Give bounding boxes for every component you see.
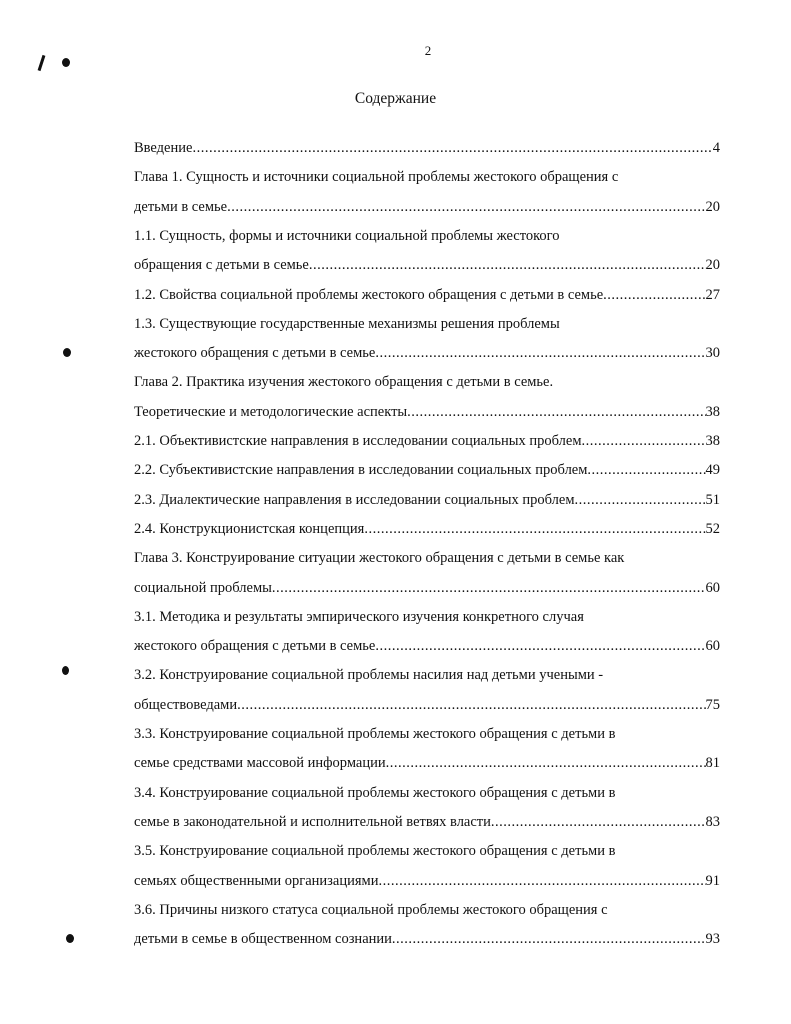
toc-page-number: 52 <box>705 520 720 537</box>
toc-page-number: 51 <box>705 491 720 508</box>
toc-leader-dots <box>375 635 705 657</box>
toc-leader-dots <box>364 518 705 540</box>
toc-line <box>134 547 720 569</box>
toc-entry-text: 2.1. Объективистские направления в исследовании социальных проблем <box>134 433 582 449</box>
toc-line <box>134 225 720 247</box>
toc-leader-dots <box>386 752 706 774</box>
toc-line <box>134 254 720 276</box>
toc-leader-dots <box>375 342 705 364</box>
toc-line <box>134 811 720 833</box>
margin-slash-mark <box>38 55 46 71</box>
toc-leader-dots <box>227 196 705 218</box>
toc-page-number: 30 <box>705 345 720 362</box>
toc-page-number: 83 <box>705 813 720 830</box>
toc-line <box>134 459 720 481</box>
toc-line <box>134 606 720 628</box>
toc-line <box>134 401 720 423</box>
toc-entry-text: 3.1. Методика и результаты эмпирического изучения конкретного случая <box>134 608 584 625</box>
toc-line <box>134 166 720 188</box>
toc-line <box>134 899 720 921</box>
toc-line <box>134 752 720 774</box>
toc-line <box>134 430 720 452</box>
toc-entry-text: 3.5. Конструирование социальной проблемы жестокого обращения с детьми в <box>134 843 616 860</box>
margin-ink-dot <box>62 666 69 675</box>
toc-page-number: 20 <box>705 198 720 215</box>
toc-page-number: 38 <box>705 403 720 420</box>
toc-entry-text: семьях общественными организациями <box>134 872 379 889</box>
toc-entry-text: 3.3. Конструирование социальной проблемы жестокого обращения с детьми в <box>134 726 616 742</box>
toc-entry-text: семье в законодательной и исполнительной ветвях власти <box>134 813 491 830</box>
toc-entry-text: семье средствами массовой информации <box>134 755 386 772</box>
toc-leader-dots <box>309 254 706 276</box>
toc-line <box>134 694 720 716</box>
toc-entry-text: детьми в семье <box>134 198 228 215</box>
toc-line <box>134 870 720 892</box>
toc-page-number: 20 <box>705 257 720 274</box>
toc-line <box>134 928 720 950</box>
toc-line <box>134 518 720 540</box>
toc-line <box>134 840 720 862</box>
toc-entry-text: жестокого обращения с детьми в семье <box>134 638 376 655</box>
toc-entry-text: обращения с детьми в семье <box>134 257 309 274</box>
toc-page-number: 60 <box>705 579 720 596</box>
toc-page-number: 60 <box>705 638 720 655</box>
toc-page-number: 27 <box>705 286 720 303</box>
toc-leader-dots <box>272 577 706 599</box>
toc-page-number: 93 <box>705 931 720 948</box>
toc-line <box>134 196 720 218</box>
toc-leader-dots <box>582 430 706 452</box>
margin-ink-dot <box>63 348 71 357</box>
toc-line <box>134 635 720 657</box>
toc-line <box>134 489 720 511</box>
toc-line <box>134 664 720 686</box>
toc-line <box>134 577 720 599</box>
toc-entry-text: Теоретические и методологические аспекты <box>134 403 408 420</box>
toc-entry-text: детьми в семье в общественном сознании <box>134 931 392 948</box>
toc-entry-text: Глава 1. Сущность и источники социальной проблемы жестокого обращения с <box>134 169 619 186</box>
toc-leader-dots <box>237 694 705 716</box>
toc-leader-dots <box>192 137 712 159</box>
toc-page-number: 91 <box>705 872 720 889</box>
margin-ink-dot <box>62 58 70 67</box>
toc-line <box>134 284 720 306</box>
toc-line <box>134 137 720 159</box>
toc-entry-text: 1.3. Существующие государственные механизмы решения проблемы <box>134 315 560 332</box>
margin-ink-dot <box>66 934 74 943</box>
toc-entry-text: 1.2. Свойства социальной проблемы жестокого обращения с детьми в семье <box>134 286 604 303</box>
toc-leader-dots <box>575 489 706 511</box>
toc-line <box>134 342 720 364</box>
toc-entry-text: 1.1. Сущность, формы и источники социальной проблемы жестокого <box>134 227 560 244</box>
toc-page-number: 4 <box>712 140 720 156</box>
toc-entry-text: 2.2. Субъективистские направления в исследовании социальных проблем <box>134 462 588 479</box>
toc-leader-dots <box>392 928 706 950</box>
toc-page-number: 38 <box>705 433 720 449</box>
toc-entry-text: социальной проблемы <box>134 579 272 596</box>
toc-leader-dots <box>378 870 705 892</box>
page-number: 2 <box>424 43 432 58</box>
toc-page-number: 75 <box>705 696 720 713</box>
toc-entry-text: 3.4. Конструирование социальной проблемы жестокого обращения с детьми в <box>134 784 616 801</box>
toc-leader-dots <box>587 459 705 481</box>
toc-entry-text: 3.2. Конструирование социальной проблемы насилия над детьми учеными - <box>134 667 604 684</box>
toc-page-number: 49 <box>705 462 720 479</box>
toc-leader-dots <box>603 284 705 306</box>
toc-line <box>134 313 720 335</box>
toc-entry-text: жестокого обращения с детьми в семье <box>134 345 376 362</box>
toc-entry-text: Глава 2. Практика изучения жестокого обращения с детьми в семье. <box>134 374 554 391</box>
toc-leader-dots <box>491 811 706 833</box>
page-title: Содержание <box>354 90 437 107</box>
toc-entry-text: 3.6. Причины низкого статуса социальной проблемы жестокого обращения с <box>134 901 608 918</box>
toc-page-number: 81 <box>705 755 720 772</box>
toc-entry-text: 2.3. Диалектические направления в исследовании социальных проблем <box>134 491 575 508</box>
toc-line <box>134 782 720 804</box>
toc-leader-dots <box>407 401 705 423</box>
toc-entry-text: Глава 3. Конструирование ситуации жестокого обращения с детьми в семье как <box>134 550 625 567</box>
toc-entry-text: Введение <box>134 140 193 156</box>
toc-entry-text: 2.4. Конструкционистская концепция <box>134 520 365 537</box>
toc-line <box>134 723 720 745</box>
toc-entry-text: обществоведами <box>134 696 238 713</box>
toc-line <box>134 371 720 393</box>
